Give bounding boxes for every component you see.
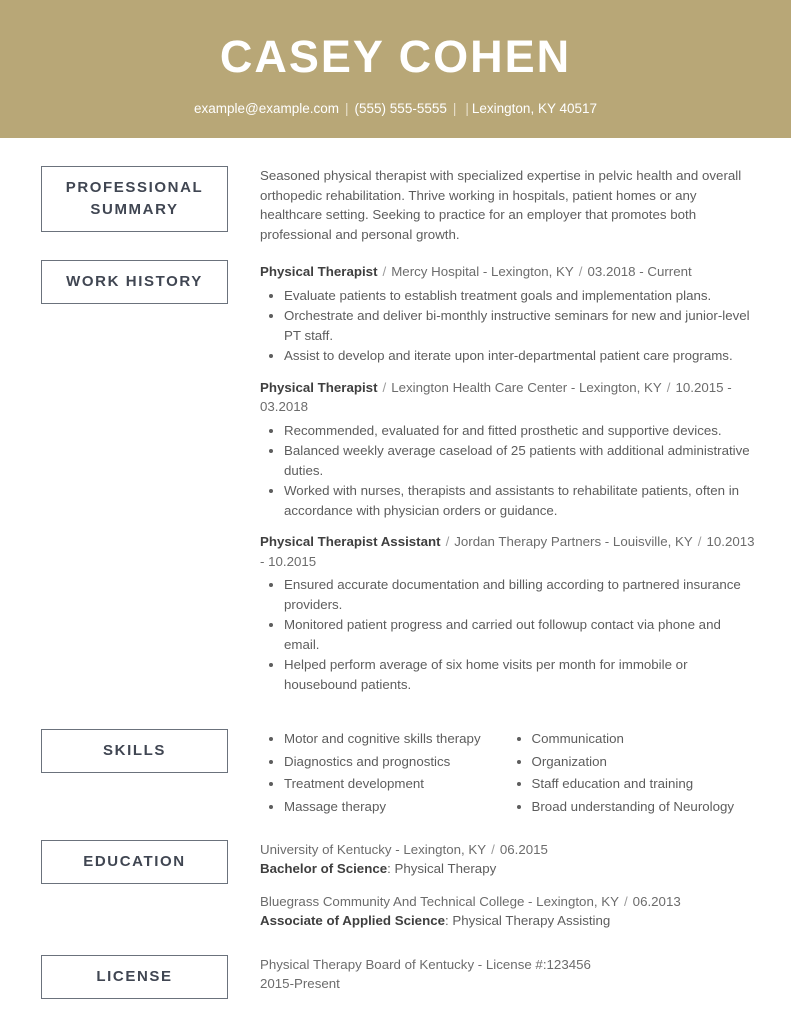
contact-location: Lexington, KY 40517 [471,101,597,116]
skill-item: Motor and cognitive skills therapy [260,729,508,749]
work-bullet: Helped perform average of six home visits per month for immobile or housebound patients. [260,655,755,694]
work-bullet: Worked with nurses, therapists and assistants to rehabilitate patients, often in accordance with physician orders or guidance. [260,481,755,520]
work-bullet: Recommended, evaluated for and fitted prosthetic and supportive devices. [260,421,755,441]
education-school-line [260,892,755,911]
summary-paragraph: Seasoned physical therapist with specialized expertise in pelvic health and overall orthopedic rehabilitation. Thrive working in hospitals, patient homes or any healthcare setting. Seeking to practice for an employer that promotes both professional and personal growth. [260,168,742,242]
education-date: 06.2015 [499,842,548,857]
education-school: University of Kentucky - Lexington, KY [260,842,487,857]
work-bullet: Monitored patient progress and carried out followup contact via phone and email. [260,615,755,654]
education-degree-colon: : [387,861,395,876]
work-label-column [41,260,228,304]
work-entry-header [260,532,755,571]
education-degree-line [260,859,755,878]
education-field: Physical Therapy Assisting [452,913,611,928]
work-separator: / [382,264,387,279]
education-content-column [228,840,755,930]
work-entry [260,262,755,366]
skills-list [508,729,756,816]
license-period: 2015-Present [260,976,340,991]
contact-separator-3: | [465,101,469,116]
work-separator: / [445,534,450,549]
skills-column-right [508,729,756,819]
skills-column-left [260,729,508,819]
education-degree-colon: : [444,913,453,928]
work-entry [260,378,755,521]
work-job-title: Physical Therapist Assistant [260,534,441,549]
section-heading-work-history: WORK HISTORY [41,260,228,304]
work-bullet: Ensured accurate documentation and billing according to partnered insurance providers. [260,575,755,614]
education-field: Physical Therapy [394,861,497,876]
candidate-name: CASEY COHEN [219,31,572,82]
work-separator: / [578,264,583,279]
section-professional-summary [41,138,755,244]
work-separator: / [382,379,387,395]
work-job-title: Physical Therapist [260,379,378,395]
resume-body [0,138,791,999]
contact-separator-2: | [452,101,457,116]
education-entry [260,840,755,878]
work-bullet: Balanced weekly average caseload of 25 patients with additional administrative duties. [260,441,755,480]
summary-content-column [228,166,755,244]
license-label-column [41,955,228,999]
contact-phone[interactable]: (555) 555-5555 [354,101,447,116]
work-company: Lexington Health Care Center - Lexington, KY [391,379,662,395]
work-entry-header [260,378,755,417]
education-degree: Bachelor of Science [260,861,388,876]
work-company: Jordan Therapy Partners - Louisville, KY [454,534,693,549]
education-degree: Associate of Applied Science [260,913,445,928]
work-entry-header [260,262,755,282]
summary-label-line-1: PROFESSIONAL [65,179,204,196]
skill-item: Communication [508,729,756,749]
skill-item: Staff education and training [508,774,756,794]
work-bullet-list [260,286,755,366]
resume-header [0,0,791,138]
work-separator: / [666,379,671,395]
education-date: 06.2013 [632,894,681,909]
work-bullet: Assist to develop and iterate upon inter-departmental patient care programs. [260,346,755,366]
education-entry [260,892,755,930]
skills-label-column [41,729,228,773]
summary-label-line-2: SUMMARY [90,201,179,218]
contact-line [0,100,791,118]
work-separator: / [697,534,702,549]
section-heading-professional-summary [41,166,228,232]
education-label-column [41,840,228,884]
license-content-column [228,955,755,993]
skill-item: Massage therapy [260,797,508,817]
work-bullet: Orchestrate and deliver bi-monthly instructive seminars for new and junior-level PT staff. [260,306,755,345]
education-separator: / [491,842,495,857]
section-skills [41,706,755,819]
section-heading-education: EDUCATION [41,840,228,884]
skill-item: Treatment development [260,774,508,794]
work-content-column [228,260,755,706]
section-work-history [41,244,755,706]
skill-item: Broad understanding of Neurology [508,797,756,817]
education-separator: / [623,894,628,909]
skill-item: Organization [508,752,756,772]
education-degree-line [260,911,755,930]
section-license [41,930,755,999]
skills-columns [260,729,755,819]
skills-list [260,729,508,816]
work-entry [260,532,755,694]
license-detail: Physical Therapy Board of Kentucky - License #:123456 [260,957,591,972]
work-dates: 03.2018 - Current [587,264,692,279]
skills-content-column [228,729,755,819]
work-job-title: Physical Therapist [260,264,378,279]
work-dates: 10.2013 - 10.2015 [260,534,755,569]
section-heading-license: LICENSE [41,955,228,999]
work-bullet: Evaluate patients to establish treatment goals and implementation plans. [260,286,755,306]
section-heading-skills: SKILLS [41,729,228,773]
education-school: Bluegrass Community And Technical College - Lexington, KY [260,894,619,909]
skill-item: Diagnostics and prognostics [260,752,508,772]
work-bullet-list [260,421,755,521]
education-school-line [260,840,755,859]
work-company: Mercy Hospital - Lexington, KY [391,264,574,279]
work-dates: 10.2015 - 03.2018 [260,379,732,414]
contact-email[interactable]: example@example.com [194,101,340,116]
contact-separator-1: | [345,101,349,116]
section-education [41,819,755,930]
work-bullet-list [260,575,755,694]
summary-label-column [41,166,228,232]
